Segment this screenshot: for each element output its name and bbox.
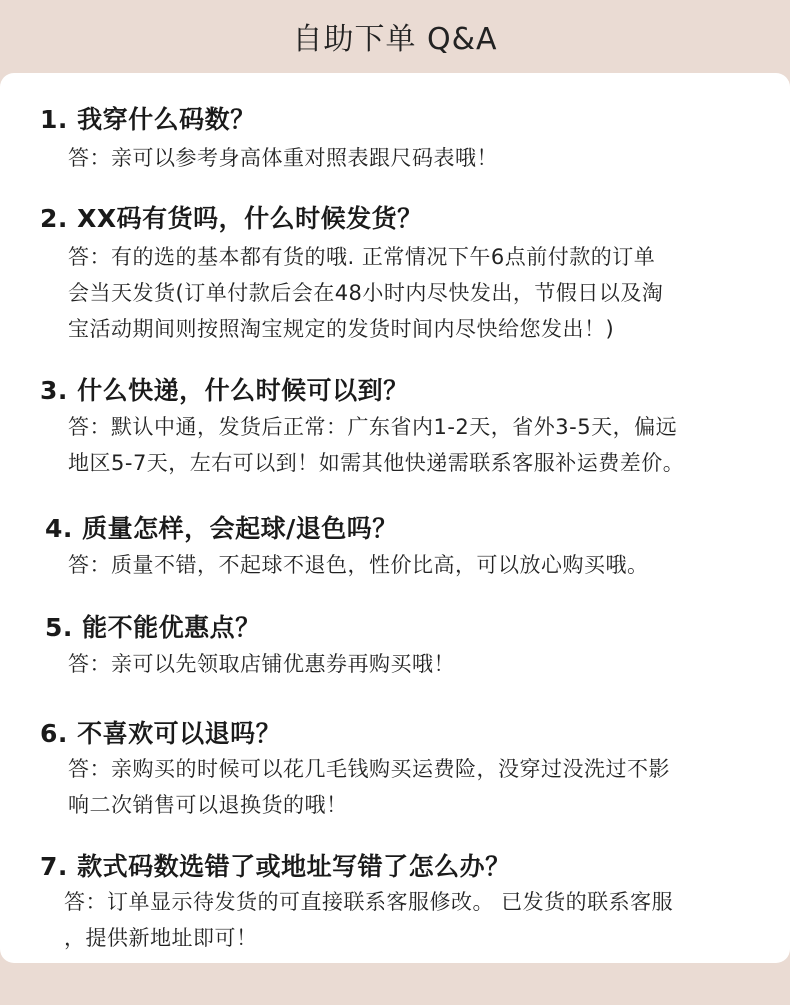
page-title: 自助下单 Q&A — [292, 21, 498, 57]
faq-answer-6 — [68, 751, 768, 823]
faq-answer-line: 地区5-7天，左右可以到！如需其他快递需联系客服补运费差价。 — [68, 451, 685, 475]
faq-answer-line: 答：订单显示待发货的可直接联系客服修改。 已发货的联系客服 — [64, 890, 674, 914]
faq-question-3: 3. 什么快递，什么时候可以到？ — [40, 376, 409, 405]
faq-answer-line: 答：亲购买的时候可以花几毛钱购买运费险，没穿过没洗过不影 — [68, 757, 670, 781]
faq-answer-line: 答：亲可以先领取店铺优惠券再购买哦！ — [68, 652, 455, 676]
faq-answer-3 — [68, 409, 768, 481]
faq-question-6: 6. 不喜欢可以退吗？ — [40, 719, 282, 748]
faq-answer-4 — [68, 547, 768, 583]
faq-answer-line: 答：有的选的基本都有货的哦. 正常情况下午6点前付款的订单 — [68, 245, 656, 269]
faq-question-5: 5. 能不能优惠点？ — [45, 613, 261, 642]
faq-answer-2 — [68, 239, 768, 347]
faq-question-7: 7. 款式码数选错了或地址写错了怎么办？ — [40, 852, 511, 881]
faq-answer-1 — [68, 140, 768, 176]
faq-question-2: 2. XX码有货吗，什么时候发货？ — [40, 204, 423, 233]
faq-answer-line: 答：默认中通，发货后正常：广东省内1-2天，省外3-5天，偏远 — [68, 415, 678, 439]
faq-answer-line: 宝活动期间则按照淘宝规定的发货时间内尽快给您发出！) — [68, 317, 615, 341]
header-bar — [0, 0, 790, 75]
faq-card — [0, 73, 790, 963]
faq-answer-line: 会当天发货(订单付款后会在48小时内尽快发出，节假日以及淘 — [68, 281, 664, 305]
faq-answer-line: ，提供新地址即可！ — [64, 926, 258, 950]
faq-answer-line: 响二次销售可以退换货的哦！ — [68, 793, 348, 817]
faq-answer-7 — [64, 884, 764, 956]
faq-question-4: 4. 质量怎样，会起球/退色吗？ — [45, 514, 398, 543]
faq-answer-5 — [68, 646, 768, 682]
faq-answer-line: 答：质量不错，不起球不退色，性价比高，可以放心购买哦。 — [68, 553, 649, 577]
faq-question-1: 1. 我穿什么码数？ — [40, 105, 256, 134]
faq-answer-line: 答：亲可以参考身高体重对照表跟尺码表哦！ — [68, 146, 498, 170]
